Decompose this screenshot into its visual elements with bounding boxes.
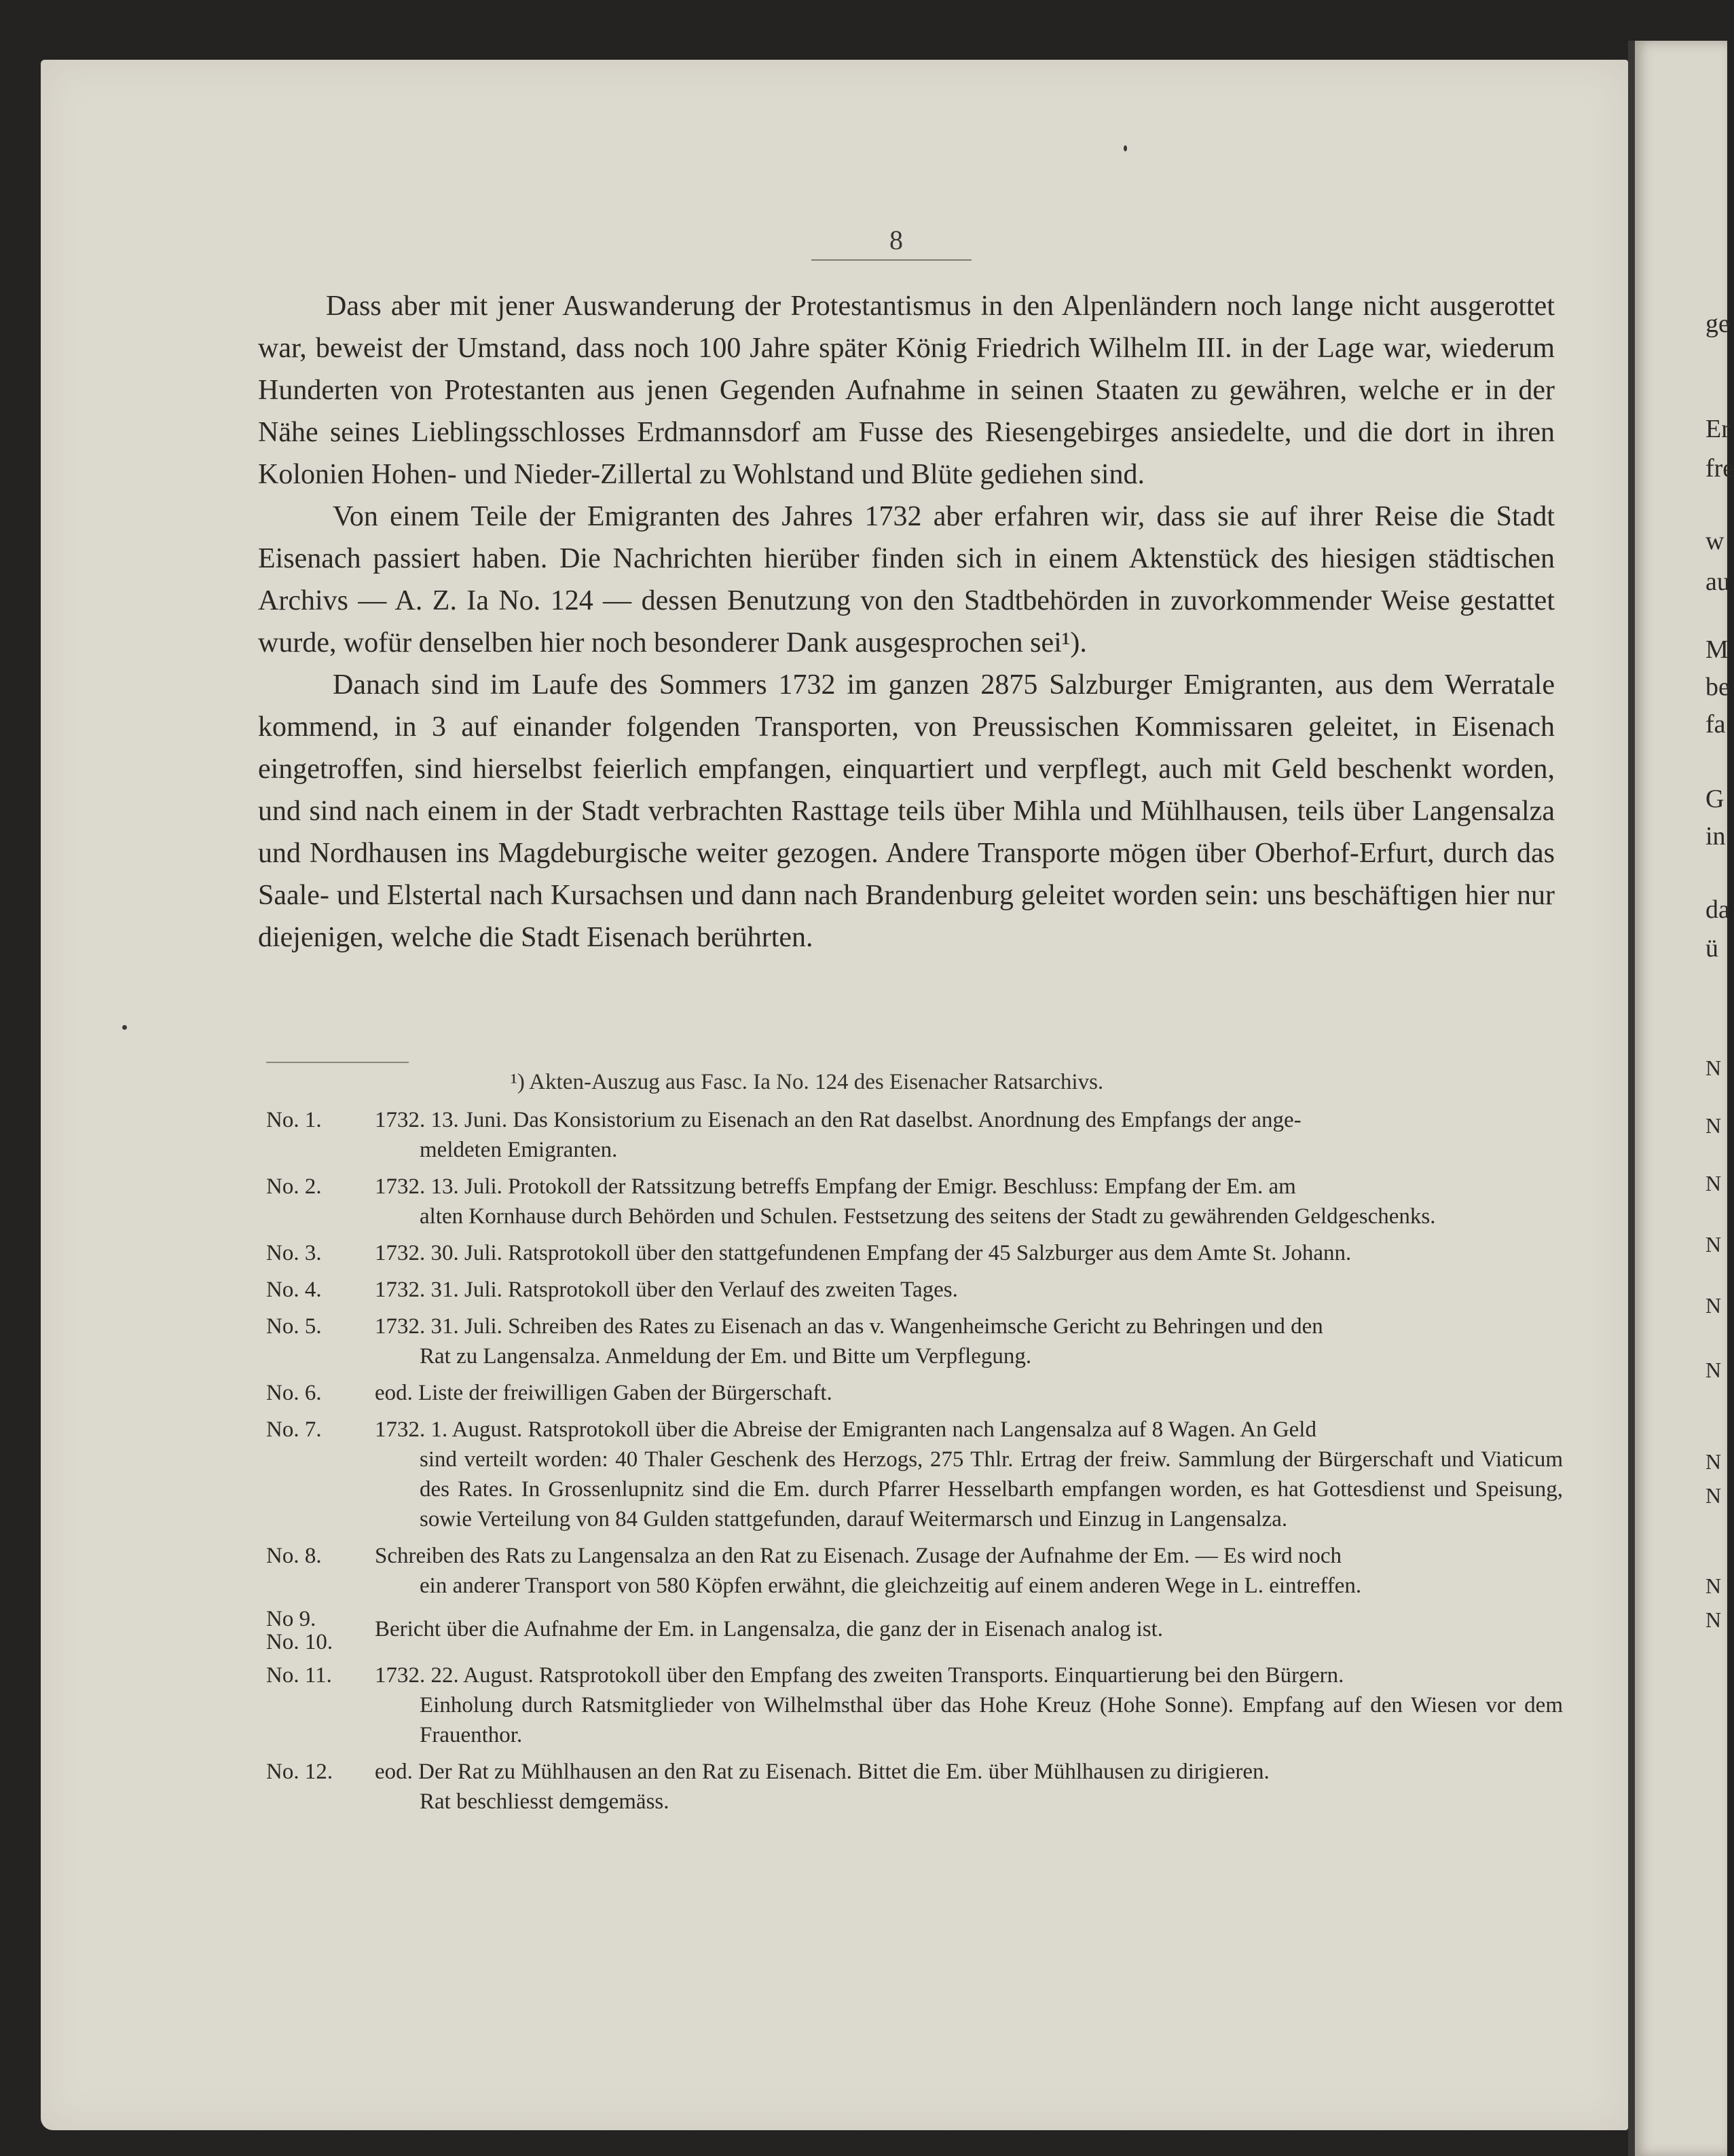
facing-page-fragment: N	[1705, 1056, 1722, 1080]
footnote-entry	[266, 1172, 1563, 1231]
facing-page-edge	[1635, 41, 1727, 2156]
footnote-entry	[266, 1105, 1563, 1165]
facing-page-fragment: N	[1705, 1483, 1722, 1508]
footnote-continuation: Rat zu Langensalza. Anmeldung der Em. und Bitte um Verpflegung.	[420, 1344, 1032, 1369]
footnote-number: No. 11.	[266, 1663, 332, 1688]
footnote-number: No. 3.	[266, 1241, 322, 1265]
footnote-number: No. 1.	[266, 1108, 322, 1132]
footnote-text: Schreiben des Rats zu Langensalza an den Rat zu Eisenach. Zusage der Aufnahme der Em. — Es wird noch	[375, 1544, 1342, 1568]
footnote-text: 1732. 31. Juli. Ratsprotokoll über den Verlauf des zweiten Tages.	[375, 1278, 958, 1302]
footnote-text: 1732. 30. Juli. Ratsprotokoll über den stattgefundenen Empfang der 45 Salzburger aus dem Amte St. Johann.	[375, 1241, 1352, 1265]
footnote-entry	[266, 1607, 1563, 1654]
facing-page-fragment: ü	[1705, 934, 1718, 963]
facing-page-fragment: N	[1705, 1358, 1722, 1382]
facing-page-fragment: N	[1705, 1232, 1722, 1257]
footnote-number: No 9. No. 10.	[266, 1607, 333, 1654]
footnote-continuation: Rat beschliesst demgemäss.	[420, 1789, 669, 1814]
footnote-entry	[266, 1312, 1563, 1371]
footnote-text: 1732. 1. August. Ratsprotokoll über die Abreise der Emigranten nach Langensalza auf 8 Wagen. An Geld	[375, 1417, 1316, 1442]
main-text	[258, 285, 1555, 959]
footnote-text: eod. Der Rat zu Mühlhausen an den Rat zu Eisenach. Bittet die Em. über Mühlhausen zu dirigieren.	[375, 1760, 1270, 1784]
facing-page-fragment: ge	[1705, 310, 1730, 338]
facing-page-fragment: N	[1705, 1293, 1722, 1318]
speck	[1124, 145, 1127, 151]
footnote-header: ¹) Akten-Auszug aus Fasc. Ia No. 124 des Eisenacher Ratsarchivs.	[511, 1070, 1104, 1094]
page-number-rule	[811, 259, 972, 261]
footnote-entry	[266, 1275, 1563, 1305]
facing-page-fragment: M	[1705, 635, 1729, 664]
footnote-number: No. 8.	[266, 1544, 322, 1568]
footnote-text: eod. Liste der freiwilligen Gaben der Bürgerschaft.	[375, 1381, 832, 1405]
footnote-number: No. 5.	[266, 1314, 322, 1339]
footnote-number: No. 7.	[266, 1417, 322, 1442]
speck	[122, 1025, 127, 1030]
footnote-text: Bericht über die Aufnahme der Em. in Langensalza, die ganz der in Eisenach analog ist.	[375, 1617, 1163, 1641]
footnote-continuation: ein anderer Transport von 580 Köpfen erwähnt, die gleichzeitig auf einem anderen Wege in L. eintreffen.	[420, 1574, 1362, 1598]
footnote-continuation: alten Kornhause durch Behörden und Schulen. Festsetzung des seitens der Stadt zu gewährenden Geldgeschenks.	[420, 1204, 1436, 1229]
footnote-continuation: meldeten Emigranten.	[420, 1138, 618, 1162]
facing-page-fragment: be	[1705, 673, 1730, 701]
facing-page-fragment: da	[1705, 895, 1730, 924]
footnote-continuation: sind verteilt worden: 40 Thaler Geschenk des Herzogs, 275 Thlr. Ertrag der freiw. Sammlung der Bürgerschaft und Viaticum des Rates. In Grossenlupnitz sind die Em. durch Pfarrer Hesselbarth empfangen worden, es hat Gottesdienst und Speisung, sowie Verteilung von 84 Gulden stattgefunden, darauf Weitermarsch und Einzug in Langensalza.	[420, 1447, 1563, 1531]
footnote-rule	[266, 1062, 409, 1063]
paragraph: Dass aber mit jener Auswanderung der Protestantismus in den Alpenländern noch lange nicht ausgerottet war, beweist der Umstand, dass noch 100 Jahre später König Friedrich Wilhelm III. in der Lage war, wiederum Hunderten von Protestanten aus jenen Gegenden Aufnahme in seinen Staaten zu gewähren, welche er in der Nähe seines Lieblingsschlosses Erdmannsdorf am Fusse des Riesengebirges ansiedelte, und die dort in ihren Kolonien Hohen- und Nieder-Zillertal zu Wohlstand und Blüte gediehen sind.	[258, 291, 1555, 490]
footnote-number: No. 12.	[266, 1760, 333, 1784]
footnote-entry	[266, 1541, 1563, 1601]
paragraph: Danach sind im Laufe des Sommers 1732 im ganzen 2875 Salzburger Emigranten, aus dem Werratale kommend, in 3 auf einander folgenden Transporten, von Preussischen Kommissaren geleitet, in Eisenach eingetroffen, sind hierselbst feierlich empfangen, einquartiert und verpflegt, auch mit Geld beschenkt worden, und sind nach einem in der Stadt verbrachten Rasttage teils über Mihla und Mühlhausen, teils über Langensalza und Nordhausen ins Magdeburgische weiter gezogen. Andere Transporte mögen über Oberhof-Erfurt, durch das Saale- und Elstertal nach Kursachsen und dann nach Brandenburg geleitet worden sein: uns beschäftigen hier nur diejenigen, welche die Stadt Eisenach berührten.	[258, 669, 1555, 953]
paragraph: Von einem Teile der Emigranten des Jahres 1732 aber erfahren wir, dass sie auf ihrer Reise die Stadt Eisenach passiert haben. Die Nachrichten hierüber finden sich in einem Aktenstück des hiesigen städtischen Archivs — A. Z. Ia No. 124 — dessen Benutzung von den Stadtbehörden in zuvorkommender Weise gestattet wurde, wofür denselben hier noch besonderer Dank ausgesprochen sei¹).	[258, 501, 1555, 658]
footnote-continuation: Einholung durch Ratsmitglieder von Wilhelmsthal über das Hohe Kreuz (Hohe Sonne). Empfang auf den Wiesen vor dem Frauenthor.	[420, 1693, 1563, 1747]
facing-page-fragment: N	[1705, 1574, 1722, 1598]
footnote-text: 1732. 13. Juni. Das Konsistorium zu Eisenach an den Rat daselbst. Anordnung des Empfangs der ange-	[375, 1108, 1302, 1132]
facing-page-fragment: in	[1705, 822, 1726, 851]
footnote-entry	[266, 1757, 1563, 1817]
footnote-list	[266, 1105, 1563, 1823]
footnote-entry	[266, 1378, 1563, 1408]
footnote-entry	[266, 1238, 1563, 1268]
facing-page-fragment: w	[1705, 527, 1724, 555]
footnote-number: No. 6.	[266, 1381, 322, 1405]
facing-page-fragment: fre	[1705, 454, 1734, 483]
facing-page-fragment: Er	[1705, 415, 1730, 443]
facing-page-fragment: fa	[1705, 710, 1726, 739]
page-number: 8	[889, 225, 903, 255]
facing-page-fragment: G	[1705, 785, 1724, 813]
footnote-text: 1732. 13. Juli. Protokoll der Ratssitzung betreffs Empfang der Emigr. Beschluss: Empfang der Em. am	[375, 1174, 1296, 1199]
footnote-number: No. 4.	[266, 1278, 322, 1302]
facing-page-fragment: N	[1705, 1449, 1722, 1474]
facing-page-fragment: N	[1705, 1171, 1722, 1195]
footnote-text: 1732. 22. August. Ratsprotokoll über den Empfang des zweiten Transports. Einquartierung bei den Bürgern.	[375, 1663, 1344, 1688]
facing-page-fragment: N	[1705, 1607, 1722, 1632]
facing-page-fragment: N	[1705, 1113, 1722, 1138]
facing-page-fragment: au	[1705, 568, 1730, 596]
footnote-text: 1732. 31. Juli. Schreiben des Rates zu Eisenach an das v. Wangenheimsche Gericht zu Behringen und den	[375, 1314, 1323, 1339]
footnote-entry	[266, 1415, 1563, 1534]
footnote-entry	[266, 1660, 1563, 1750]
footnote-number: No. 2.	[266, 1174, 322, 1199]
